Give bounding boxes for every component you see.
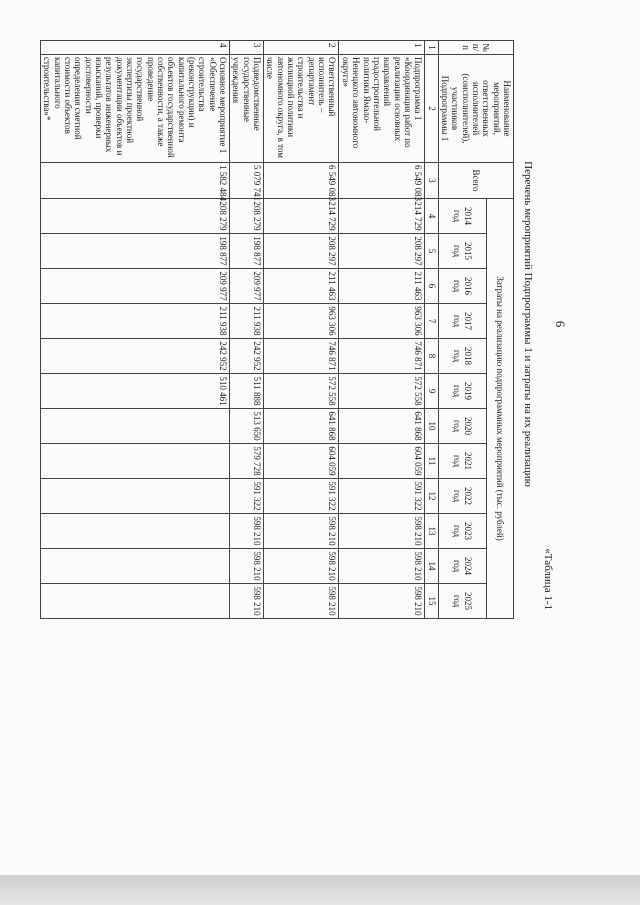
row-value: 598 210 xyxy=(339,584,425,619)
index-cell: 9 xyxy=(425,374,438,409)
row-value: 214 729 xyxy=(339,199,425,234)
header-year: 2019 год xyxy=(438,374,486,409)
row-num: 4 xyxy=(40,41,229,55)
row-num: 3 xyxy=(230,41,264,55)
header-year: 2014 год xyxy=(438,199,486,234)
index-cell: 3 xyxy=(425,163,438,199)
row-value: 572 558 xyxy=(264,374,339,409)
row-value: 598 210 xyxy=(264,549,339,584)
row-value: 209 977 xyxy=(40,269,229,304)
cost-table xyxy=(40,40,514,619)
page-number: 6 xyxy=(553,320,568,328)
index-cell: 1 xyxy=(425,41,438,55)
index-cell: 7 xyxy=(425,304,438,339)
header-year: 2017 год xyxy=(438,304,486,339)
row-value: 598 210 xyxy=(230,514,264,549)
table-title: Перечень мероприятий Подпрограммы 1 и затраты на их реализацию xyxy=(522,161,534,487)
index-cell: 8 xyxy=(425,339,438,374)
row-name: Подпрограмма 1 «Координация работ по реализации основных направлений градостроительной политики Ямало-Ненецкого автономного округа» xyxy=(339,55,425,163)
row-value: 963 306 xyxy=(264,304,339,339)
header-num: № п/п xyxy=(438,41,513,55)
table-row xyxy=(339,41,425,619)
row-total: 6 549 083 xyxy=(339,163,425,199)
index-cell: 12 xyxy=(425,479,438,514)
header-year: 2016 год xyxy=(438,269,486,304)
row-value: 211 463 xyxy=(264,269,339,304)
row-name: Ответственный исполнитель – департамент строительства и жилищной политики автономного округа, в том числе xyxy=(264,55,339,163)
rotated-content xyxy=(42,28,568,620)
index-cell: 6 xyxy=(425,269,438,304)
index-cell: 13 xyxy=(425,514,438,549)
header-year: 2020 год xyxy=(438,409,486,444)
index-cell: 2 xyxy=(425,55,438,163)
header-year: 2025 год xyxy=(438,584,486,619)
row-value: 511 888 xyxy=(230,374,264,409)
index-cell: 15 xyxy=(425,584,438,619)
row-value: 591 322 xyxy=(230,479,264,514)
row-value: 591 322 xyxy=(339,479,425,514)
row-value: 208 279 xyxy=(230,199,264,234)
row-value: 598 210 xyxy=(230,549,264,584)
table-row xyxy=(40,41,229,619)
table-row xyxy=(230,41,264,619)
row-value: 211 938 xyxy=(230,304,264,339)
row-value: 198 877 xyxy=(40,234,229,269)
row-value xyxy=(40,549,229,584)
row-value: 598 210 xyxy=(264,584,339,619)
row-value: 641 868 xyxy=(264,409,339,444)
header-total: Всего xyxy=(438,163,513,199)
header-year: 2024 год xyxy=(438,549,486,584)
row-value: 242 952 xyxy=(40,339,229,374)
row-value xyxy=(40,444,229,479)
index-cell: 14 xyxy=(425,549,438,584)
header-costs: Затраты на реализацию подпрограммных мероприятий (тыс. рублей) xyxy=(486,199,513,619)
row-total: 1 582 484 xyxy=(40,163,229,199)
row-total: 6 549 083 xyxy=(264,163,339,199)
row-value xyxy=(40,479,229,514)
row-value: 211 938 xyxy=(40,304,229,339)
row-value xyxy=(40,409,229,444)
row-value: 198 877 xyxy=(230,234,264,269)
index-cell: 11 xyxy=(425,444,438,479)
row-value: 604 059 xyxy=(339,444,425,479)
header-name: Наименование мероприятий, ответственных исполнителей (соисполнителей), участников Подпрограммы 1 xyxy=(438,55,513,163)
row-value: 209 977 xyxy=(230,269,264,304)
header-row-1 xyxy=(486,41,513,619)
row-value: 598 210 xyxy=(339,514,425,549)
row-value: 746 871 xyxy=(339,339,425,374)
row-value xyxy=(40,584,229,619)
row-value: 746 871 xyxy=(264,339,339,374)
row-value: 598 210 xyxy=(230,584,264,619)
index-cell: 4 xyxy=(425,199,438,234)
row-value: 598 210 xyxy=(339,549,425,584)
row-total: 5 079 741 xyxy=(230,163,264,199)
row-value: 214 729 xyxy=(264,199,339,234)
row-value: 208 279 xyxy=(40,199,229,234)
row-num: 2 xyxy=(264,41,339,55)
header-year: 2018 год xyxy=(438,339,486,374)
table-label: «Таблица 1-1 xyxy=(542,548,554,610)
row-value: 513 650 xyxy=(230,409,264,444)
header-year: 2015 год xyxy=(438,234,486,269)
row-value xyxy=(40,514,229,549)
row-value: 208 297 xyxy=(264,234,339,269)
index-cell: 5 xyxy=(425,234,438,269)
row-value: 579 728 xyxy=(230,444,264,479)
row-value: 598 210 xyxy=(264,514,339,549)
row-value: 242 952 xyxy=(230,339,264,374)
row-value: 641 868 xyxy=(339,409,425,444)
row-value: 510 461 xyxy=(40,374,229,409)
row-value: 572 558 xyxy=(339,374,425,409)
index-row xyxy=(425,41,438,619)
table-row xyxy=(264,41,339,619)
row-value: 604 059 xyxy=(264,444,339,479)
row-value: 963 306 xyxy=(339,304,425,339)
header-year: 2023 год xyxy=(438,514,486,549)
row-value: 211 463 xyxy=(339,269,425,304)
header-year: 2022 год xyxy=(438,479,486,514)
index-cell: 10 xyxy=(425,409,438,444)
row-num: 1 xyxy=(339,41,425,55)
row-value: 591 322 xyxy=(264,479,339,514)
row-value: 208 297 xyxy=(339,234,425,269)
row-name: Подведомственные государственные учреждения xyxy=(230,55,264,163)
scan-bottom-edge xyxy=(0,875,640,905)
row-name: Основное мероприятие 1 «Обеспечение строительства (реконструкции) и капитального ремонта объектов государственной собственности, а также проведение государственной экспертизы проектной документации объектов и результатов инженерных изысканий, проверки достоверности определения сметной стоимости объектов капитального строительства»* xyxy=(40,55,229,163)
header-year: 2021 год xyxy=(438,444,486,479)
